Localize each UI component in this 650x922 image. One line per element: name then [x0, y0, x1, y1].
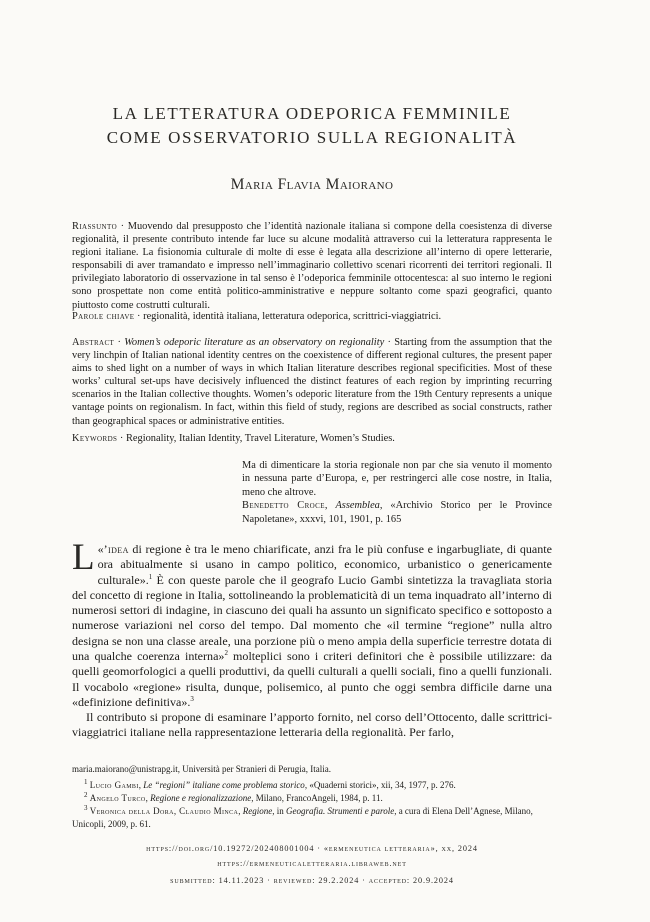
footnote-3-number: 3	[84, 804, 88, 812]
body-p1-text-a: di regione è tra le meno chiarificate, anzi fra le più confuse e ingarbugliate, di quante ora abitualmente si usano in campo politico, economico, urbanistico o genericamente culturale».	[97, 542, 552, 587]
author-name: Maria Flavia Maiorano	[230, 176, 394, 193]
footnote-3-mid: , in	[272, 806, 287, 816]
parole-chiave-paragraph	[72, 310, 552, 323]
epigraph-source-author: Benedetto Croce	[242, 500, 325, 512]
abstract-title: Women’s odeporic literature as an observatory on regionality	[124, 337, 385, 348]
footnote-3-title: Regione	[242, 806, 273, 816]
footnote-3-book: Geografia. Strumenti e parole	[286, 806, 395, 816]
abstract-text: · Starting from the assumption that the very linchpin of Italian national identity centres on the coexistence of different regional cultures, the present paper aims to shed light on a number of ways in which Italian literature describes regional specificities. Most of these works’ cultural set-ups have decisively influenced the distinct features of each region by imprinting recurring scenarios in the Italian collective thoughts. Women’s odeporic literature from the 19th Century represents a unique vantage points on regionalism. In fact, within this field of study, regions are described as social constructs, rather than geographical spaces or administrative entities.	[72, 337, 552, 427]
footnote-2: $^2$ Angelo Turco, Regione e regionalizzazione, Milano, FrancoAngeli, 1984, p. 11.	[84, 791, 383, 803]
body-p1-text-b: È con queste parole che il geografo Lucio Gambi sintetizza la travagliata storia del concetto di regione in Italia, sottolineando la problematicità di un tema inquadrato all’interno di numerosi settori di indagine, in ciascuno dei quali ha assunto un significato specifico e sottoposto a numerose variazioni nel corso del tempo. Dal momento che «il termine “regione” nulla altro designa se non una classe areale, una porzione più o meno ampia della superficie terrestre dotata di una qualche coerenza interna»	[72, 572, 552, 664]
footnote-3: $^3$ Veronica della Dora, Claudio Minca, Regione, in Geografia. Strumenti e parole, a cura di Elena Dell’Agnese, Milano, Unicopli, 2009, p. 61.	[72, 804, 533, 829]
body-paragraph-1	[72, 537, 552, 710]
open-quote: «	[97, 542, 104, 556]
footer-doi[interactable]: https://doi.org/10.19272/202408001004 · «ermeneutica letteraria», xx, 2024	[146, 844, 478, 853]
footnote-2-rest: , Milano, FrancoAngeli, 1984, p. 11.	[251, 793, 383, 803]
epigraph-source-work: Assemblea	[335, 500, 380, 512]
epigraph-source-rest: , «Archivio Storico per le Province Napoletane», xxxvi, 101, 1901, p. 165	[242, 500, 553, 525]
footer-dates: submitted: 14.11.2023 · reviewed: 29.2.2024 · accepted: 20.9.2024	[170, 876, 454, 885]
body-p1-text-c: molteplici sono i criteri definitori che è possibile utilizzare: da quelli geomorfologici a quelli produttivi, da quelli culturali a quelli sociali, fino a quelli funzionali. Il vocabolo «regione» risulta, dunque, polisemico, al punto che oggi sembra difficile darne una «definizione definitiva».	[72, 649, 552, 709]
epigraph-quote: Ma di dimenticare la storia regionale non par che sia venuto il momento in nessuna parte d’Europa, e, per restringerci alle cose nostre, in Italia, meno che altrove.	[242, 460, 552, 498]
parole-chiave-label: Parole chiave	[72, 311, 135, 322]
epigraph-source-sep: ,	[324, 500, 336, 512]
title-line-2: COME OSSERVATORIO SULLA REGIONALITÀ	[106, 128, 518, 147]
article-title	[72, 102, 552, 150]
keywords-paragraph	[72, 432, 552, 445]
keywords-label: Keywords	[72, 433, 118, 444]
title-line-1: LA LETTERATURA ODEPORICA FEMMINILE	[112, 104, 512, 123]
footnote-1-title: Le “regioni” italiane come problema storico	[143, 780, 305, 790]
footnote-ref-1[interactable]: 1	[148, 572, 153, 581]
parole-chiave-text: · regionalità, identità italiana, letteratura odeporica, scrittrici-viaggiatrici.	[134, 311, 442, 322]
footer-url[interactable]: https://ermeneuticaletteraria.libraweb.net	[217, 859, 407, 868]
epigraph	[242, 459, 552, 526]
riassunto-label: Riassunto	[72, 221, 118, 232]
riassunto-paragraph	[72, 220, 552, 312]
footnote-1-rest: , «Quaderni storici», xii, 34, 1977, p. 276.	[304, 780, 456, 790]
abstract-paragraph	[72, 336, 552, 428]
footnote-2-title: Regione e regionalizzazione	[150, 793, 252, 803]
footnote-1: $^1$ Lucio Gambi, Le “regioni” italiane come problema storico, «Quaderni storici», xii, 34, 1977, p. 276.	[84, 778, 456, 790]
footnote-1-author: Lucio Gambi	[89, 780, 139, 790]
footnote-1-number: 1	[84, 778, 88, 786]
abstract-sep: ·	[114, 337, 125, 348]
small-caps-lead: ’idea	[103, 542, 129, 556]
abstract-label: Abstract	[72, 337, 115, 348]
keywords-text: · Regionality, Italian Identity, Travel Literature, Women’s Studies.	[117, 433, 395, 444]
footnote-2-number: 2	[84, 791, 88, 799]
footnote-3-author: Veronica della Dora, Claudio Minca	[89, 806, 239, 816]
body-paragraph-2: Il contributo si propone di esaminare l’apporto fornito, nel corso dell’Ottocento, dalle scrittrici-viaggiatrici italiane nella rappresentazione letteraria della regionalità. Per farlo,	[72, 710, 552, 740]
epigraph-source	[242, 499, 552, 526]
author-affiliation-note: maria.maiorano@unistrapg.it, Università per Stranieri di Perugia, Italia.	[72, 764, 331, 774]
riassunto-text: · Muovendo dal presupposto che l’identità nazionale italiana si compone della coesistenza di diverse regionalità, il presente contributo intende far luce su alcune modalità attraverso cui la letteratura rappresenta le regioni italiane. La fisionomia culturale di molte di esse è legata alla descrizione all’interno di opere letterarie, responsabili di aver tramandato e impresso nell’immaginario collettivo scenari ricorrenti dei territori regionali. Il privilegiato laboratorio di osservazione in tal senso è l’odeporica femminile ottocentesca: al suo interno le regioni sono prospettate non come entità politico-amministrative e neppure soltanto come spazi geografici, quanto piuttosto come costrutti culturali.	[72, 221, 552, 311]
footnote-ref-3[interactable]: 3	[190, 694, 194, 703]
footnote-3-rest: , a cura di Elena Dell’Agnese, Milano, Unicopli, 2009, p. 61.	[72, 806, 533, 829]
footnote-2-author: Angelo Turco	[89, 793, 146, 803]
footnote-ref-2[interactable]: 2	[224, 649, 228, 658]
drop-cap: L	[72, 537, 95, 578]
